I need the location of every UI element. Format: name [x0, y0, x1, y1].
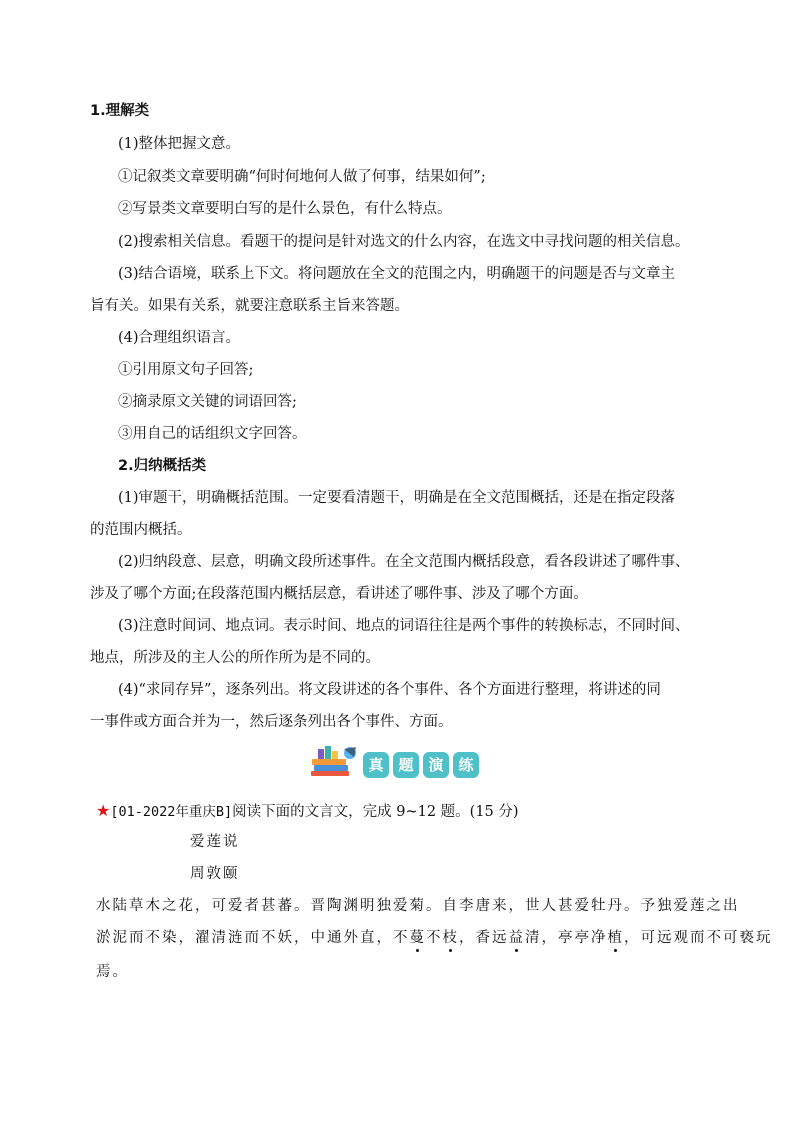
section-heading-understanding: 1.理解类 [90, 103, 150, 119]
question-source: [01-2022年重庆B] [110, 804, 233, 820]
section-heading-summary: 2.归纳概括类 [118, 458, 207, 474]
banner-char: 练 [453, 752, 479, 778]
question-prompt: 阅读下面的文言文，完成 9~12 题。(15 分) [232, 804, 519, 820]
text-line: (1)整体把握文意。 [118, 136, 241, 152]
text-line: 一事件或方面合并为一，然后逐条列出各个事件、方面。 [90, 714, 453, 730]
passage-line: 淤泥而不染，濯清涟而不妖，中通外直，不蔓不枝，香远益清，亭亭净植，可远观而不可亵玩 [96, 930, 773, 946]
passage-line: 焉。 [96, 964, 129, 980]
text-line: (2)搜索相关信息。看题干的提问是针对选文的什么内容，在选文中寻找问题的相关信息。 [118, 234, 690, 250]
emphasis-char: 植 [607, 930, 624, 946]
banner-char: 题 [393, 752, 419, 778]
practice-banner [310, 739, 485, 779]
text-line: (1)审题干，明确概括范围。一定要看清题干，明确是在全文范围概括，还是在指定段落 [118, 490, 676, 506]
text-line: (4)“求同存异”，逐条列出。将文段讲述的各个事件、各个方面进行整理，将讲述的同 [118, 682, 661, 698]
banner-char: 真 [363, 752, 389, 778]
banner-char: 演 [423, 752, 449, 778]
text-line: ①记叙类文章要明确“何时何地何人做了何事，结果如何”; [118, 169, 486, 185]
emphasis-char: 枝 [442, 930, 459, 946]
text-line: (2)归纳段意、层意，明确文段所述事件。在全文范围内概括段意，看各段讲述了哪件事、 [118, 554, 690, 570]
text-line: 旨有关。如果有关系，就要注意联系主旨来答题。 [90, 298, 409, 314]
text-line: (3)注意时间词、地点词。表示时间、地点的词语往往是两个事件的转换标志，不同时间、 [118, 618, 690, 634]
emphasis-char: 蔓 [409, 930, 426, 946]
text-line: ①引用原文句子回答; [118, 362, 254, 378]
text-line: 的范围内概括。 [90, 522, 192, 538]
text-line: 涉及了哪个方面;在段落范围内概括层意，看讲述了哪件事、涉及了哪个方面。 [90, 586, 588, 602]
text-line: (4)合理组织语言。 [118, 330, 241, 346]
star-icon: ★ [96, 801, 111, 820]
text-line: ③用自己的话组织文字回答。 [118, 426, 307, 442]
emphasis-char: 益 [508, 930, 525, 946]
passage-author: 周敦颐 [190, 866, 240, 882]
books-icon [310, 743, 360, 777]
passage-title: 爱莲说 [190, 834, 240, 850]
text-line: 地点，所涉及的主人公的所作所为是不同的。 [90, 650, 380, 666]
question-header [96, 800, 519, 823]
text-line: ②写景类文章要明白写的是什么景色，有什么特点。 [118, 201, 452, 217]
text-line: (3)结合语境，联系上下文。将问题放在全文的范围之内，明确题干的问题是否与文章主 [118, 266, 676, 282]
text-line: ②摘录原文关键的词语回答; [118, 394, 297, 410]
passage-line: 水陆草木之花，可爱者甚蕃。晋陶渊明独爱菊。自李唐来，世人甚爱牡丹。予独爱莲之出 [96, 898, 740, 914]
